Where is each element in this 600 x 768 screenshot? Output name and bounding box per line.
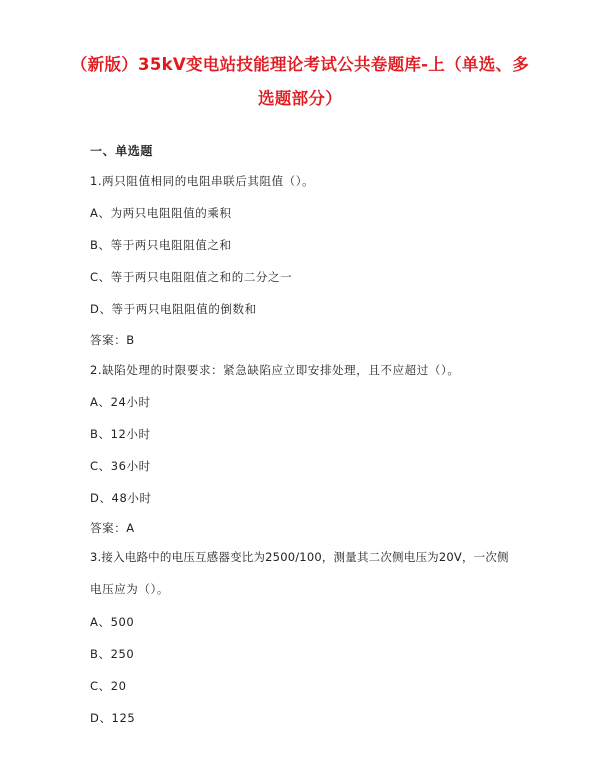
question-3-stem-line-1: 3.接入电路中的电压互感器变比为2500/100，测量其二次侧电压为20V，一次侧 — [90, 550, 509, 564]
question-3-option-b: B、250 — [90, 647, 135, 661]
question-1-answer: 答案：B — [90, 333, 135, 347]
question-1-option-c: C、等于两只电阻阻值之和的二分之一 — [90, 270, 293, 284]
question-3-option-a: A、500 — [90, 615, 135, 629]
question-2-answer: 答案：A — [90, 521, 135, 535]
question-1-option-b: B、等于两只电阻阻值之和 — [90, 238, 232, 252]
question-1-stem: 1.两只阻值相同的电阻串联后其阻值（）。 — [90, 174, 315, 188]
question-2-option-b: B、12小时 — [90, 427, 151, 441]
question-3-stem-line-2: 电压应为（）。 — [90, 582, 169, 596]
question-3-option-d: D、125 — [90, 711, 136, 725]
question-2-stem: 2.缺陷处理的时限要求：紧急缺陷应立即安排处理，且不应超过（）。 — [90, 363, 460, 377]
document-title: （新版）35kV变电站技能理论考试公共卷题库-上（单选、多选题部分） — [70, 55, 530, 108]
question-1-option-d: D、等于两只电阻阻值的倒数和 — [90, 302, 257, 316]
question-2-option-d: D、48小时 — [90, 491, 152, 505]
section-heading: 一、单选题 — [90, 144, 154, 158]
question-2-option-c: C、36小时 — [90, 459, 151, 473]
question-3-option-c: C、20 — [90, 679, 127, 693]
question-1-option-a: A、为两只电阻阻值的乘积 — [90, 206, 232, 220]
question-2-option-a: A、24小时 — [90, 395, 151, 409]
